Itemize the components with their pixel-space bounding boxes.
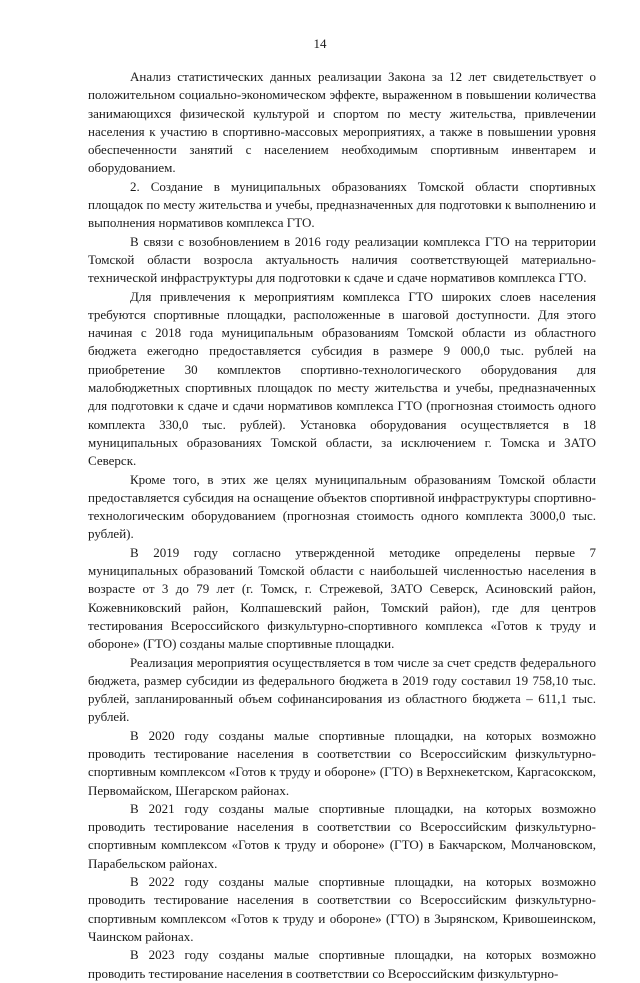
paragraph-2: 2. Создание в муниципальных образованиях Томской области спортивных площадок по месту жительства и учебы, предназначенных для подготовки к выполнению и выполнения нормативов комплекса ГТО.: [88, 178, 596, 231]
paragraph-1: Анализ статистических данных реализации Закона за 12 лет свидетельствует о положительном социально-экономическом эффекте, выраженном в повышении количества занимающихся физической культурой и спортом по месту жительства, привлечении населения к участию в спортивно-массовых мероприятиях, а также в повышении уровня обеспеченности занятий с населением необходимым спортивным инвентарем и оборудованием.: [88, 69, 596, 176]
paragraph-9: В 2021 году созданы малые спортивные площадки, на которых возможно проводить тестирование населения в соответствии со Всероссийским физкультурно-спортивным комплексом «Готов к труду и обороне» (ГТО) в Бакчарском, Молчановском, Парабельском районах.: [88, 800, 596, 871]
paragraph-4: Для привлечения к мероприятиям комплекса ГТО широких слоев населения требуются спортивные площадки, расположенные в шаговой доступности. Для этого начиная с 2018 года муниципальным образованиям Томской области из областного бюджета ежегодно предоставляется субсидия в размере 9 000,0 тыс. рублей на приобретение 30 комплектов спортивно-технологического оборудования для малобюджетных спортивных площадок по месту жительства и учебы, предназначенных для подготовки к сдаче и сдачи нормативов комплекса ГТО (прогнозная стоимость одного комплекта 330,0 тыс. рублей). Установка оборудования осуществляется в 18 муниципальных образованиях Томской области, за исключением г. Томска и ЗАТО Северск.: [88, 288, 596, 469]
paragraph-11: В 2023 году созданы малые спортивные площадки, на которых возможно проводить тестирование населения в соответствии со Всероссийским физкультурно-: [88, 947, 596, 981]
paragraph-7: Реализация мероприятия осуществляется в том числе за счет средств федерального бюджета, размер субсидии из федерального бюджета в 2019 году составил 19 758,10 тыс. рублей, запланированный объем софинансирования из областного бюджета – 611,1 тыс. рублей.: [88, 654, 596, 725]
paragraph-6: В 2019 году согласно утвержденной методике определены первые 7 муниципальных образований Томской области с наибольшей численностью населения в возрасте от 3 до 79 лет (г. Томск, г. Стрежевой, ЗАТО Северск, Асиновский район, Кожевниковский район, Колпашевский район, Томский район), где для центров тестирования Всероссийского физкультурно-спортивного комплекса «Готов к труду и обороне» (ГТО) созданы малые спортивные площадки.: [88, 544, 596, 652]
document-body: [88, 68, 596, 983]
page-number: 14: [313, 36, 327, 51]
paragraph-3: В связи с возобновлением в 2016 году реализации комплекса ГТО на территории Томской области возросла актуальность наличия соответствующей материально-технической инфраструктуры для подготовки к сдаче и сдаче нормативов комплекса ГТО.: [88, 233, 596, 286]
paragraph-8: В 2020 году созданы малые спортивные площадки, на которых возможно проводить тестирование населения в соответствии со Всероссийским физкультурно-спортивным комплексом «Готов к труду и обороне» (ГТО) в Верхнекетском, Каргасокском, Первомайском, Шегарском районах.: [88, 727, 596, 798]
paragraph-10: В 2022 году созданы малые спортивные площадки, на которых возможно проводить тестирование населения в соответствии со Всероссийским физкультурно-спортивным комплексом «Готов к труду и обороне» (ГТО) в Зырянском, Кривошеинском, Чаинском районах.: [88, 874, 596, 944]
paragraph-5: Кроме того, в этих же целях муниципальным образованиям Томской области предоставляется субсидия на оснащение объектов спортивной инфраструктуры спортивно-технологическим оборудованием (прогнозная стоимость одного комплекта 3000,0 тыс. рублей).: [88, 471, 596, 542]
